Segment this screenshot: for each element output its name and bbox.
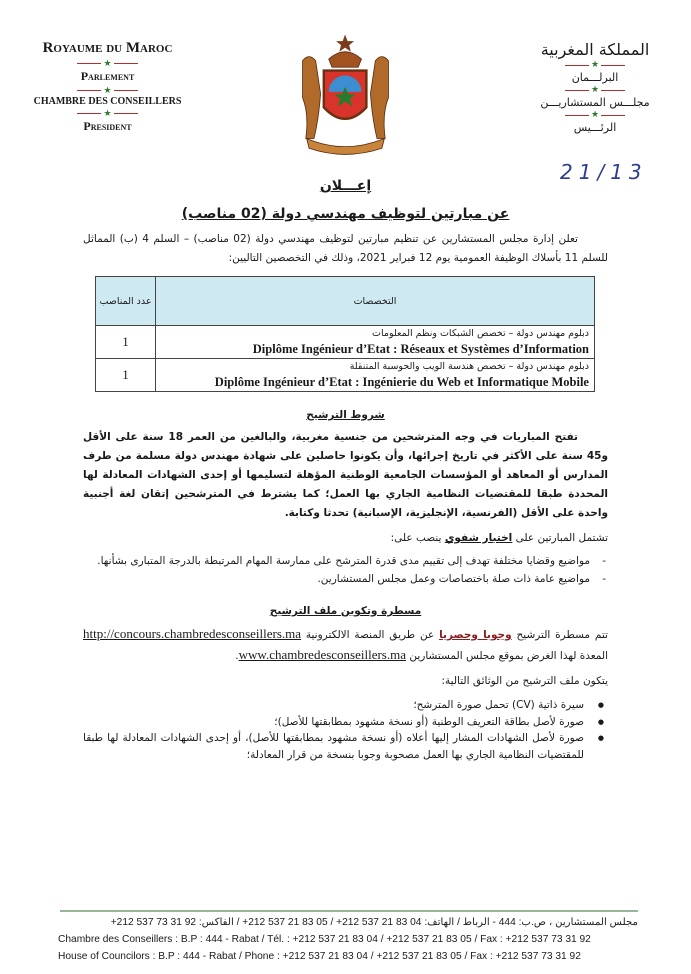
procedure-text: . [235,650,239,662]
announcement-heading-text: إعـــلان [319,178,372,194]
procedure-heading [83,602,608,620]
star-divider: ★ [25,57,190,69]
chamber-fr: CHAMBRE DES CONSEILLERS [33,96,182,107]
office-ar: الرئـــيس [573,121,617,134]
procedure-heading-text: مسطرة وتكوين ملف الترشيح [269,605,422,617]
documents-list [83,697,584,763]
specialty-cell [156,326,595,359]
website-link[interactable]: www.chambredesconseillers.ma [238,647,406,662]
chamber-ar: مجلـــس المستشاريـــن [540,96,650,109]
procedure-emphasis: وجوبا وحصريا [439,629,512,641]
list-item: ● سيرة ذاتية (CV) تحمل صورة المترشح؛ [83,697,584,714]
specialty-fr: Diplôme Ingénieur d’Etat : Ingénierie du Web et Informatique Mobile [214,375,589,389]
announcement-heading [83,176,608,196]
coat-of-arms-icon [283,28,408,163]
platform-link[interactable]: http://concours.chambredesconseillers.ma [83,626,302,641]
star-divider: ★ [520,84,670,96]
star-divider: ★ [25,107,190,119]
procedure-paragraph [83,624,608,666]
table-header-row [96,277,595,326]
table-row [96,359,595,392]
parliament-fr: Parlement [80,69,135,83]
star-divider: ★ [25,84,190,96]
exam-type: اختبار شفوي [444,532,513,544]
exam-intro-pre: تشتمل المبارتين على [512,532,608,544]
document-body [83,176,608,763]
list-item: - مواضيع عامة ذات صلة باختصاصات وعمل مجلس المستشارين. [83,570,590,588]
star-divider: ★ [520,59,670,71]
announcement-title-text: عن مبارتين لتوظيف مهندسي دولة (02 مناصب) [181,206,510,222]
exam-topics-list [83,552,590,588]
list-item: ● صورة لأصل بطاقة التعريف الوطنية (أو نسخة مشهود بمطابقتها للأصل)؛ [83,714,584,731]
star-divider: ★ [520,109,670,121]
footer-english: House of Councilors : B.P : 444 - Rabat / Phone : +212 537 21 83 04 / +212 537 21 83 05 / Fax : +212 537 73 31 92 [58,951,581,962]
footer-french: Chambre des Conseillers : B.P : 444 - Rabat / Tél. : +212 537 21 83 04 / +212 537 21 83 05 / Fax : +212 537 73 31 92 [58,934,591,945]
list-item: ● صورة لأصل الشهادات المشار إليها أعلاه (أو نسخة مشهود بمطابقتها للأصل)، أو إحدى الشهادات المعادلة لها طبقا للمقتضيات النظامية الجاري بها العمل مصحوبة وجوبا بنسخة من قرار المعادلة؛ [83,730,584,763]
specialties-table [95,276,595,392]
header-specialties: التخصصات [156,277,595,326]
positions-count: 1 [96,359,156,392]
parliament-ar: البرلـــمان [571,71,619,84]
positions-count: 1 [96,326,156,359]
intro-paragraph: تعلن إدارة مجلس المستشارين عن تنظيم مبارتين لتوظيف مهندسي دولة (02 مناصب) – السلم 4 (ب) المماثل للسلم 11 بأسلاك الوظيفة العمومية يوم 12 فبراير 2021، وذلك في التخصصين التاليين: [83,233,608,264]
kingdom-ar: المملكة المغربية [540,40,650,59]
conditions-paragraph: تفتح المباريات في وجه المترشحين من جنسية مغربية، والبالغين من العمر 18 سنة على الأقل و45 سنة على الأكثر في تاريخ إجرائها، وأن يكونوا حاصلين على شهادة مهندس دولة مسلمة من طرف المدارس أو المعاهد أو المؤسسات الجامعية الوطنية المؤهلة لتسليمها أو إحدى الشهادات المعادلة لها المحددة طبقا للمقتضيات النظامية الجاري بها العمل؛ كما يشترط في المترشحين إتقان لغة أجنبية واحدة على الأقل (الفرنسية، الإنجليزية، الإسبانية) تحدثا وكتابة. [83,431,608,519]
specialty-cell [156,359,595,392]
footer-arabic: مجلس المستشارين ، ص.ب: 444 - الرباط / الهاتف: 04 83 21 537 212+ / 05 83 21 537 212+ / الفاكس: 92 31 73 537 212+ [110,917,638,928]
exam-intro [83,529,608,548]
procedure-text: عن طريق المنصة الالكترونية [301,629,440,641]
table-row [96,326,595,359]
letterhead-arabic [520,40,670,134]
documents-intro: يتكون ملف الترشيح من الوثائق التالية: [441,675,608,687]
letterhead-french [25,40,190,134]
header-positions: عدد المناصب [96,277,156,326]
kingdom-fr: Royaume du Maroc [42,40,173,56]
specialty-fr: Diplôme Ingénieur d’Etat : Réseaux et Systèmes d’Information [252,342,589,356]
procedure-text: تتم مسطرة الترشيح [511,629,608,641]
specialty-ar: دبلوم مهندس دولة – تخصص الشبكات ونظم المعلومات [372,328,589,339]
conditions-heading-text: شروط الترشيح [306,409,385,421]
announcement-title [83,204,608,224]
office-fr: President [83,119,132,133]
conditions-heading [83,406,608,424]
procedure-text: المعدة لهذا الغرض بموقع مجلس المستشارين [406,650,608,662]
specialty-ar: دبلوم مهندس دولة – تخصص هندسة الويب والحوسبة المتنقلة [349,361,589,372]
exam-intro-post: ينصب على: [390,532,445,544]
list-item: - مواضيع وقضايا مختلفة تهدف إلى تقييم مدى قدرة المترشح على ممارسة المهام المرتبطة بالدرجة المتبارى بشأنها. [83,552,590,570]
footer-divider [60,910,638,912]
handwritten-reference: 21/13 [560,160,648,184]
